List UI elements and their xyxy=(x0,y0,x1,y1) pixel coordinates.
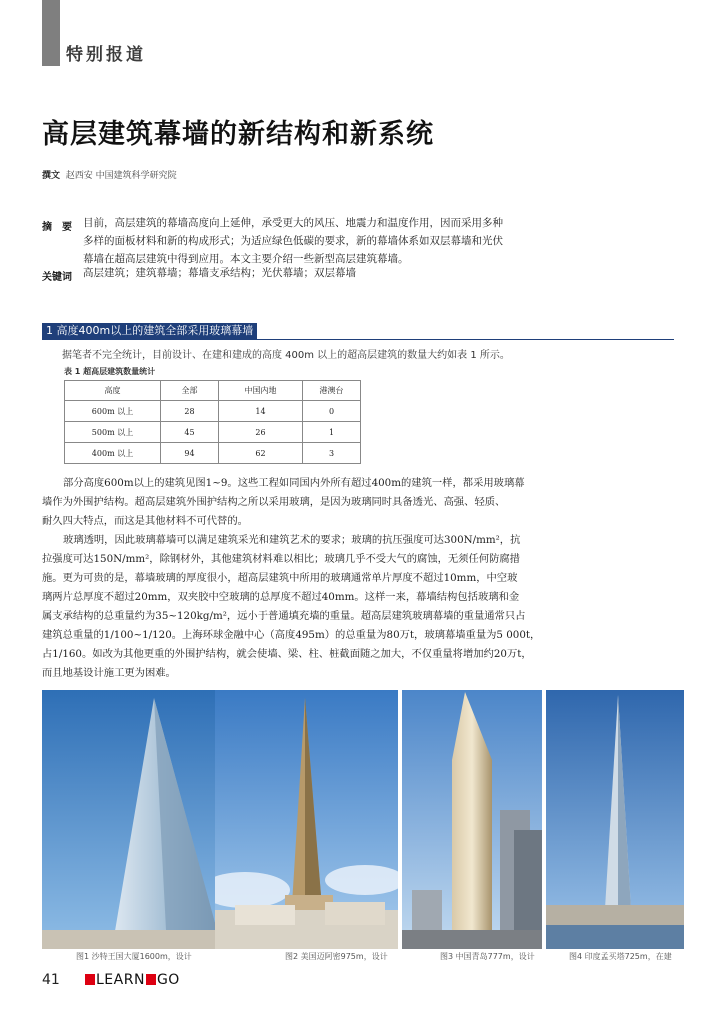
body-line: 占1/160。如改为其他更重的外围护结构，就会使墙、梁、柱、桩截面随之加大，不仅重量将增加约20万t， xyxy=(42,648,532,660)
abstract-label: 摘 要 xyxy=(42,222,72,233)
table-cell: 1 xyxy=(303,422,361,443)
keywords-label: 关键词 xyxy=(42,272,72,283)
table-cell: 3 xyxy=(303,443,361,464)
figure-4-caption: 图4 印度孟买塔725m，在建 xyxy=(569,952,672,961)
table-header-cell: 港澳台 xyxy=(303,381,361,401)
table-header-row xyxy=(65,381,361,401)
author-name: 赵西安 中国建筑科学研究院 xyxy=(65,171,177,181)
body-paragraph-1 xyxy=(42,474,672,531)
section-intro: 据笔者不完全统计，目前设计、在建和建成的高度 400m 以上的超高层建筑的数量大约如表 1 所示。 xyxy=(62,350,510,361)
table-cell: 600m 以上 xyxy=(65,401,161,422)
table-row xyxy=(65,422,361,443)
author-prefix: 撰文 xyxy=(42,171,61,181)
table-row xyxy=(65,401,361,422)
body-line: 耐久四大特点，而这是其他材料不可代替的。 xyxy=(42,515,248,527)
section-rule xyxy=(42,339,674,340)
figure-4-photo xyxy=(546,690,684,949)
table-cell: 400m 以上 xyxy=(65,443,161,464)
abstract-line: 目前，高层建筑的幕墙高度向上延伸，承受更大的风压、地震力和温度作用，因而采用多种 xyxy=(83,217,503,229)
body-line: 墙作为外围护结构。超高层建筑外围护结构之所以采用玻璃，是因为玻璃同时具备透光、高强、轻质、 xyxy=(42,496,506,508)
body-paragraph-2 xyxy=(42,531,672,683)
abstract-line: 幕墙在超高层建筑中得到应用。本文主要介绍一些新型高层建筑幕墙。 xyxy=(83,253,409,265)
figure-2-photo xyxy=(215,690,398,949)
table-cell: 0 xyxy=(303,401,361,422)
section-heading: 1 高度400m以上的建筑全部采用玻璃幕墙 xyxy=(42,323,257,339)
keywords-text: 高层建筑；建筑幕墙；幕墙支承结构；光伏幕墙；双层幕墙 xyxy=(83,267,356,279)
abstract-line: 多样的面板材料和新的构成形式；为适应绿色低碳的要求，新的幕墙体系如双层幕墙和光伏 xyxy=(83,235,503,247)
body-line: 建筑总重量的1/100~1/120。上海环球金融中心（高度495m）的总重量为80万t，玻璃幕墙重量为5 000t， xyxy=(42,629,541,641)
figure-2-caption: 图2 美国迈阿密975m，设计 xyxy=(285,952,388,961)
body-line: 部分高度600m以上的建筑见图1~9。这些工程如同国内外所有超过400m的建筑一样，都采用玻璃幕 xyxy=(63,477,525,489)
table-cell: 14 xyxy=(219,401,303,422)
section-marker-bar xyxy=(42,0,60,66)
table-header-cell: 高度 xyxy=(65,381,161,401)
body-line: 而且地基设计施工更为困难。 xyxy=(42,667,176,679)
table-cell: 45 xyxy=(161,422,219,443)
figure-3-photo xyxy=(402,690,542,949)
body-line: 璃两片总厚度不超过20mm，双夹胶中空玻璃的总厚度不超过40mm。这样一来，幕墙结构包括玻璃和金 xyxy=(42,591,520,603)
article-title: 高层建筑幕墙的新结构和新系统 xyxy=(42,119,434,150)
table-cell: 94 xyxy=(161,443,219,464)
page-number: 41 xyxy=(42,972,60,988)
brand-text-b: GO xyxy=(156,972,180,988)
table-cell: 62 xyxy=(219,443,303,464)
table-row xyxy=(65,443,361,464)
brand-text-a: LEARN xyxy=(96,972,145,988)
body-line: 拉强度可达150N/mm²，除钢材外，其他建筑材料难以相比；玻璃几乎不受大气的腐蚀，无须任何防腐措 xyxy=(42,553,520,565)
table-cell: 28 xyxy=(161,401,219,422)
figure-1-caption: 图1 沙特王国大厦1600m，设计 xyxy=(76,952,192,961)
table-cell: 500m 以上 xyxy=(65,422,161,443)
body-line: 属支承结构的总重量约为35~120kg/m²，远小于普通填充墙的重量。超高层建筑玻璃幕墙的重量通常只占 xyxy=(42,610,526,622)
brand-logo xyxy=(84,972,180,988)
figure-3-caption: 图3 中国青岛777m，设计 xyxy=(440,952,535,961)
body-line: 施。更为可贵的是，幕墙玻璃的厚度很小，超高层建筑中所用的玻璃通常单片厚度不超过10mm，中空玻 xyxy=(42,572,518,584)
table-header-cell: 中国内地 xyxy=(219,381,303,401)
body-line: 玻璃透明，因此玻璃幕墙可以满足建筑采光和建筑艺术的要求；玻璃的抗压强度可达300N/mm²，抗 xyxy=(63,534,521,546)
brand-mark-icon xyxy=(85,974,95,985)
data-table xyxy=(64,380,361,464)
brand-mark-icon xyxy=(146,974,156,985)
table-cell: 26 xyxy=(219,422,303,443)
author-line xyxy=(42,168,177,181)
table-header-cell: 全部 xyxy=(161,381,219,401)
abstract-text xyxy=(83,214,503,268)
section-label: 特别报道 xyxy=(66,45,146,65)
table-caption: 表 1 超高层建筑数量统计 xyxy=(64,367,156,376)
